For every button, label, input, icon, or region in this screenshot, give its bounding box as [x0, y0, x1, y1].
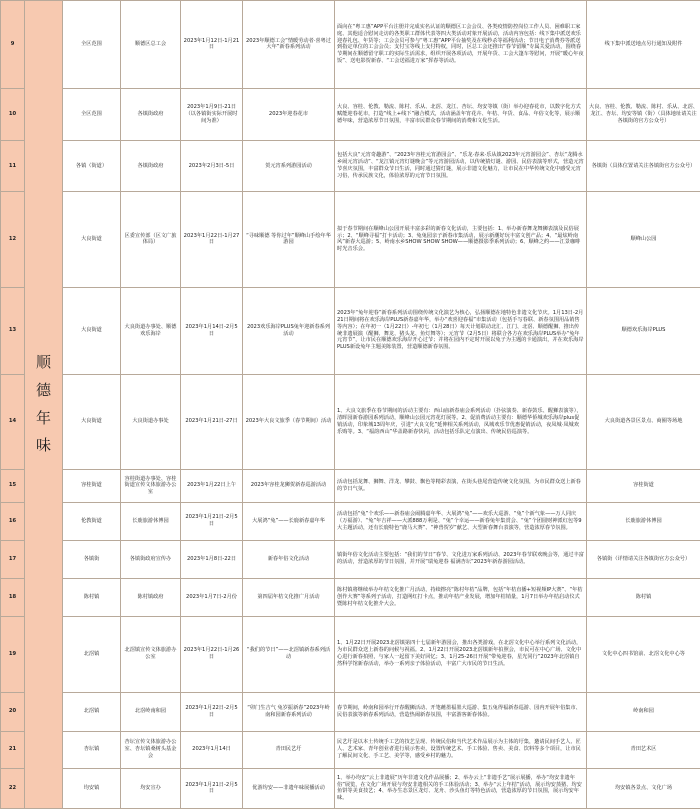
area-cell	[63, 502, 121, 540]
venue-cell-text: 容桂街道	[633, 482, 654, 489]
activity-name-cell	[243, 374, 335, 470]
time-cell-text: 2023年1月21日-27日	[185, 418, 238, 425]
activity-table-body	[1, 1, 700, 809]
table-row	[1, 374, 700, 470]
activity-name-cell-text: 2023年大良文旅季（春节期间）活动	[245, 418, 332, 425]
area-cell-text: 北滘镇	[83, 708, 100, 715]
description-cell	[335, 374, 587, 470]
table-row	[1, 141, 700, 192]
region-char: 顺	[35, 353, 51, 371]
organizer-cell	[121, 768, 181, 808]
row-number: 22	[1, 768, 25, 808]
area-cell	[63, 578, 121, 616]
time-cell	[181, 540, 243, 578]
activity-name-cell-text: 2023年顺德工会“情暖劳动者·喜粤过大年”新春系列活动	[246, 37, 331, 51]
area-cell	[63, 616, 121, 692]
area-cell	[63, 470, 121, 503]
region-char: 德	[35, 380, 51, 399]
description-cell	[335, 88, 587, 140]
activity-name-cell	[243, 502, 335, 540]
area-cell-text: 均安镇	[83, 784, 100, 791]
venue-cell	[587, 141, 700, 192]
table-row	[1, 540, 700, 578]
activity-name-cell-text: “寻味顺德 等你过年”顺峰山手绘年华游园	[246, 232, 331, 246]
region-label	[25, 1, 63, 809]
organizer-cell-text: 陈村镇政府	[137, 593, 164, 600]
time-cell	[181, 616, 243, 692]
organizer-cell-text: 大良街道办事处	[132, 418, 169, 425]
activity-name-cell-text: 2023年迎春花市	[268, 111, 309, 118]
organizer-cell	[121, 192, 181, 288]
area-cell	[63, 192, 121, 288]
organizer-cell-text: 长鹿旅游休博园	[132, 517, 169, 524]
organizer-cell	[121, 578, 181, 616]
organizer-cell-text: 容桂街道办事处、容桂街道宣传文体旅游办公室	[124, 475, 177, 496]
venue-cell-text: 各镇街（详情请关注各镇街官方公众号）	[596, 555, 691, 562]
activity-name-cell-text: “卯门生吉气 兔岁振新春”2023年岭南和园新春系列活动	[247, 704, 330, 718]
area-cell	[63, 287, 121, 374]
description-cell-text: 春节期间，岭南和园举行开春醒狮活动、开笔蘸墨福墨大巡游、集五兔得福新春巡游、园内开展年俗集市、民俗表演等新春系列活动，营造热闹新春氛围，丰富游客新春体验。	[337, 704, 581, 718]
venue-cell-text: 大良街道各景区景点、商圈等场地	[604, 418, 683, 425]
row-number: 19	[1, 616, 25, 692]
area-cell-text: 容桂街道	[81, 482, 102, 489]
venue-cell-text: 大良、容桂、伦教、勒流、陈村、乐从、北滘、龙江、杏坛、均安等镇（街）（具体地址请关注各镇街的官方公众号）	[589, 104, 698, 124]
row-number: 12	[1, 192, 25, 288]
region-char: 味	[35, 436, 51, 455]
area-cell-text: 伦教街道	[81, 517, 102, 524]
row-number: 15	[1, 470, 25, 503]
table-row	[1, 768, 700, 808]
time-cell	[181, 692, 243, 731]
description-cell-text: 拟于春节期间在顺峰山公园开展丰富多彩的新春文化活动，主要包括：1、举办新春舞龙舞狮表演及民俗展示；2、“顺峰寻福”打卡活动；3、兔兔园亲子新春市集活动，展示新潮好玩丰富文创产品；4、“最炫岭南风”新春大巡游；5、岭南水乡SHOW SHOW SHOW——顺德摄影季系列活动；6、顺峰之约——江景咖啡时光音乐会。	[337, 225, 581, 253]
description-cell-text: 大良、容桂、伦教、勒流、陈村、乐从、北滘、龙江、杏坛、均安等镇（街）举办迎春花市，以数字化方式赋能迎春花市，打造“线上+线下”融合模式，活动涵盖年宵花卉、年桔、年货、食品、年俗文化等，展示顺德年味，营造浓厚节日氛围，丰富市民群众春节期间的消费和文化生活。	[337, 104, 581, 124]
venue-cell	[587, 1, 700, 89]
description-cell	[335, 141, 587, 192]
row-number: 16	[1, 502, 25, 540]
venue-cell-text: 文化中心四书馆前、北滘文化中心等	[601, 650, 685, 657]
description-cell	[335, 731, 587, 768]
time-cell-text: 2023年1月21日-2月5日	[185, 514, 238, 528]
venue-cell	[587, 768, 700, 808]
organizer-cell	[121, 374, 181, 470]
time-cell-text: 2023年2月3日-5日	[188, 162, 235, 169]
activity-name-cell	[243, 616, 335, 692]
table-row	[1, 88, 700, 140]
time-cell-text: 2023年1月22日-2月5日	[185, 704, 238, 718]
time-cell-text: 2023年1月9日-21日（以各镇街实际开展时间为准）	[185, 104, 238, 124]
area-cell-text: 北滘镇	[83, 650, 100, 657]
time-cell-text: 2023年1月22日-1月27日	[183, 232, 240, 246]
organizer-cell	[121, 88, 181, 140]
time-cell	[181, 578, 243, 616]
activity-name-cell-text: 青田民艺圩	[275, 746, 302, 753]
description-cell-text: 陈村镇将继续举办年桔文化推广月活动，持续擦亮“陈村年桔”品牌，包括“年桔直播+短视频IP大赛”、“年桔创作大赛”等系列子活动，打造网红打卡点，推动年桔产业发展，增加年桔销量，1月7日举办年桔启动仪式暨陈村年桔文化推介大会。	[337, 586, 583, 607]
venue-cell	[587, 692, 700, 731]
venue-cell-text: 顺德欢乐海岸PLUS	[621, 327, 666, 334]
activity-name-cell	[243, 731, 335, 768]
table-row	[1, 502, 700, 540]
activity-name-cell	[243, 287, 335, 374]
time-cell-text: 2023年1月22日上午	[186, 482, 237, 489]
venue-cell-text: 岭南和园	[633, 708, 654, 715]
description-cell-text: 1、大良文旅季在春节期间的活动主要有：西山庙新春庙会系列活动（扑弦演奏、新春鼓乐、醒狮表演等），清晖园新春游园系列活动，顺峰山公园元宵花灯展等。2、促消费活动主要有：顺德华侨城欢乐海岸plus促销活动，印象城13周年庆，引进“大良文化”延伸相关系列活动，凤城欢乐节优惠促销活动，夜凤城·凤城欢乐购等。3、“福韵西山”华盖路新春快闪，活动包括乐队定点演出、传统民俗巡演等。	[337, 408, 582, 435]
description-cell-text: 面向在“粤工惠”APP平台注册并完成实名认证的顺德区工会会员、各类疫情防控岗位工作人员、困难职工家庭、其他适合慰问走访的各类职工群体代表等四大类活动对象开展活动，活动内容包括：线下集中派送欢乐迎春礼包、年货等；工会会员可参与“粤工惠”APP平台抽奖及在线秒杀等福利活动；节日电子消费券等派送到指定单位的工会会员；支付宝等线上支付特权，同时，区总工会还推出“春节留顺”专属关爱活动，围绕春节期间在顺德留守职工的实际生活需求，组织开展各项活动，开展年货、工会大篷车等慰问，开展“暖心年夜饭”、送电影贺新春、“工会送福进万家”挥春等活动。	[337, 23, 584, 65]
time-cell-text: 2023年1月14日	[192, 746, 231, 753]
row-number: 21	[1, 731, 25, 768]
venue-cell	[587, 502, 700, 540]
row-number: 13	[1, 287, 25, 374]
organizer-cell	[121, 540, 181, 578]
area-cell	[63, 141, 121, 192]
activity-name-cell	[243, 692, 335, 731]
organizer-cell-text: 顺德区总工会	[134, 41, 167, 48]
venue-cell	[587, 540, 700, 578]
venue-cell-text: 顺峰山公园	[630, 235, 657, 242]
area-cell-text: 各镇（街道）	[75, 162, 108, 169]
description-cell	[335, 540, 587, 578]
time-cell	[181, 470, 243, 503]
table-row	[1, 1, 700, 89]
description-cell	[335, 578, 587, 616]
area-cell	[63, 731, 121, 768]
time-cell	[181, 88, 243, 140]
table-row	[1, 731, 700, 768]
organizer-cell	[121, 1, 181, 89]
row-number: 20	[1, 692, 25, 731]
row-number: 14	[1, 374, 25, 470]
description-cell	[335, 616, 587, 692]
time-cell	[181, 287, 243, 374]
time-cell-text: 2023年1月14日-2月5日	[185, 323, 238, 337]
description-cell-text: 1、举办均安“云上非遗展”历年非遗文化作品展播；2、举办云上“非遗手艺”展示展播，举办“均安非遗年俗”展览，在文化广场开展与均安非遗相关的手工体验活动；3、举办“云上年桔”活动，展示均安蒸猪、均安鱼饼等美食技艺；4、举办生态景区龙灯、龙舟、沙头鱼灯等特色活动，营造浓厚的节日氛围，展示均安年味。	[337, 774, 582, 802]
table-row	[1, 578, 700, 616]
time-cell-text: 2023年1月22日-1月26日	[183, 647, 240, 661]
venue-cell	[587, 88, 700, 140]
activity-name-cell	[243, 768, 335, 808]
description-cell	[335, 768, 587, 808]
venue-cell	[587, 374, 700, 470]
activity-name-cell	[243, 540, 335, 578]
row-number: 18	[1, 578, 25, 616]
activity-name-cell-text: “我们的节日”——北滘镇新春系列活动	[246, 647, 331, 661]
time-cell-text: 2023年1月12日-1月21日	[183, 37, 240, 51]
activity-name-cell-text: 优游均安——非遗年味展播活动	[252, 784, 325, 791]
description-cell-text: 活动包括龙舞、狮舞、洋龙、攀鼓、飘色等精彩表演，在街头巷尾营造传统文化氛围，为市民群众送上新春的节日气氛。	[337, 479, 581, 492]
activity-name-cell	[243, 1, 335, 89]
description-cell-text: 包括大良“元宵奇趣游”、“2023年容桂元宵游园会”、“乐龙·春来·乐从镇2023年元宵游园会”、杏坛“龙腾水乡闹元宵活动”、“龙江镇元宵灯谜晚会”等元宵游园活动，以传统猜灯谜、游园、民俗表演等形式，营造元宵节喜庆氛围，丰富群众节日生活，同时通过猜灯谜，展示非遗文化魅力，让市民在中华传统文化中感受元宵习俗，传承民族文化，体验浓厚的元宵节日氛围。	[337, 152, 584, 179]
organizer-cell	[121, 287, 181, 374]
activity-name-cell-text: 大展鸿“兔”——长鹿新春嘉年华	[252, 517, 325, 524]
venue-cell	[587, 578, 700, 616]
activity-name-cell	[243, 470, 335, 503]
description-cell	[335, 470, 587, 503]
table-row	[1, 470, 700, 503]
description-cell-text: 活动包括“兔”个欢乐——新春庙会闹腾嘉年华、大展鸿“兔”——欢乐大巡游、“兔”个新气象——万人同庆（万福游）、“兔”年吉祥——大派888万利是、“兔”个幸运——新春兔年集赏会、“兔”个团圆财神派红包等9大主题活动，还有长鹿特色“鹿马大赛”、“神兽贺岁”献艺、大型新春舞台表演等，营造浓厚春节氛围。	[337, 510, 582, 531]
area-cell	[63, 88, 121, 140]
organizer-cell-text: 区委宣传部（区文广旅体局）	[124, 232, 177, 246]
organizer-cell-text: 各镇街政府	[137, 111, 164, 118]
area-cell-text: 全区范围	[81, 41, 102, 48]
area-cell-text: 杏坛镇	[83, 746, 100, 753]
venue-cell	[587, 616, 700, 692]
venue-cell	[587, 287, 700, 374]
table-row	[1, 616, 700, 692]
description-cell-text: 1、1月22日开展2023北滘镇第四十七届新年游园会，推出各类游戏，在北滘文化中心举行系列文化活动，为市民群众送上新春的问候与祝福。2、1月22日开展2023北滘镇新年拍照会，市民可在中心广场、文化中心进行新春拍照，与家人一起留下美好回忆；3、1月25-26日开展“带兔迎春，星光同行”2023年北滘镇自然科学馆新春活动，举办一系列亲子体验活动，丰富广大市民的节日生活。	[337, 640, 582, 668]
description-cell-text: 2023年“兔年迎春”新春系列活动围绕传统文化演艺为核心，弘扬顺德在地特色非遗文化节庆。1月13日-2月21日期间将在欢乐海岸PLUS新春嘉年华，举办“欢喜迎春福”市集活动（包括手写春联、新春氛围用品销售等内容）；在年初一（1月22日）-年初七（1月28日）每天计划联动北汇、江门、北滘、顺德醒狮、推出传统非遗展演（醒狮、舞龙、猪头龙、鱼灯舞等）；元宵节（2月5日）将联合各方在欢乐海岸PLUS举办“兔年元宵节”，让市民在顺德欢乐海岸开心过节；并将在园内不定时开展以兔子为主题的卡通演出，并在欢乐海岸PLUS新设兔年主题美陈装置，营造顺德新春氛围。	[337, 310, 584, 351]
organizer-cell-text: 北滘岭南和园	[134, 708, 167, 715]
area-cell	[63, 692, 121, 731]
time-cell	[181, 141, 243, 192]
venue-cell	[587, 470, 700, 503]
organizer-cell	[121, 731, 181, 768]
organizer-cell-text: 北滘镇宣传文体旅游办公室	[124, 647, 177, 661]
time-cell	[181, 374, 243, 470]
area-cell	[63, 374, 121, 470]
organizer-cell	[121, 470, 181, 503]
area-cell	[63, 540, 121, 578]
organizer-cell	[121, 692, 181, 731]
venue-cell-text: 青田艺术区	[630, 746, 657, 753]
area-cell-text: 大良街道	[81, 418, 102, 425]
activity-name-cell-text: 贺元宵系列游园活动	[265, 162, 312, 169]
area-cell-text: 各镇街	[83, 555, 100, 562]
description-cell	[335, 192, 587, 288]
organizer-cell	[121, 616, 181, 692]
organizer-cell-text: 各镇街政府宣传办	[129, 555, 172, 562]
area-cell-text: 大良街道	[81, 327, 102, 334]
activity-name-cell-text: 新春年俗文化活动	[267, 555, 310, 562]
area-cell	[63, 1, 121, 89]
description-cell	[335, 287, 587, 374]
time-cell-text: 2023年1月8日-22日	[186, 555, 237, 562]
activity-name-cell	[243, 88, 335, 140]
venue-cell	[587, 192, 700, 288]
row-number: 9	[1, 1, 25, 89]
row-number: 10	[1, 88, 25, 140]
activity-name-cell-text: 2023欢乐海岸PLUS兔年迎新春系列活动	[246, 323, 331, 337]
activity-name-cell-text: 第四届年桔文化推广月活动	[257, 593, 320, 600]
organizer-cell-text: 均安宣办	[140, 784, 161, 791]
description-cell	[335, 1, 587, 89]
activity-name-cell	[243, 141, 335, 192]
organizer-cell-text: 杏坛宣传文体旅游办公室、杏坛镇桑树头基金会	[124, 739, 177, 760]
area-cell-text: 陈村镇	[83, 593, 100, 600]
venue-cell-text: 均安镇各景点、文化广场	[614, 784, 673, 791]
venue-cell	[587, 731, 700, 768]
time-cell	[181, 502, 243, 540]
table-row	[1, 287, 700, 374]
organizer-cell	[121, 141, 181, 192]
table-row	[1, 692, 700, 731]
description-cell	[335, 502, 587, 540]
row-number: 11	[1, 141, 25, 192]
venue-cell-text: 长鹿旅游休博园	[625, 517, 662, 524]
activity-name-cell	[243, 578, 335, 616]
venue-cell-text: 线下集中派送地点另行通知及附件	[604, 41, 683, 48]
time-cell-text: 2023年1月21日-2月5日	[185, 781, 238, 795]
description-cell	[335, 692, 587, 731]
time-cell	[181, 1, 243, 89]
table-row	[1, 192, 700, 288]
activity-name-cell	[243, 192, 335, 288]
venue-cell-text: 各镇街（具体位置请关注各镇街官方公众号）	[591, 162, 696, 169]
area-cell-text: 大良街道	[81, 235, 102, 242]
region-char: 年	[35, 408, 51, 427]
row-number: 17	[1, 540, 25, 578]
organizer-cell	[121, 502, 181, 540]
time-cell	[181, 731, 243, 768]
area-cell-text: 全区范围	[81, 111, 102, 118]
organizer-cell-text: 大良街道办事处、顺德欢乐海岸	[124, 323, 177, 337]
description-cell-text: 镇街年俗文化活动主要包括：“我们的节日”春节、文化进万家系列活动、2023年春节联欢晚会等，通过丰富的活动，营造浓厚的节日氛围，并开展“瑞兔迎春 福满杏坛”2023年新春游园活动。	[337, 552, 584, 566]
time-cell-text: 2023年1月7日-2月份	[186, 593, 237, 600]
time-cell	[181, 768, 243, 808]
venue-cell-text: 陈村镇	[635, 593, 652, 600]
activity-name-cell-text: 2023年容桂龙狮贺新春巡游活动	[250, 482, 327, 489]
organizer-cell-text: 各镇街政府	[137, 162, 164, 169]
description-cell-text: 民艺圩是以本土传统手工艺的技艺呈现、传统民俗和当代艺术作品展示为主体的圩集，邀请民间手艺人、匠人、艺术家、青年创业者进行展示售卖，设置传统艺术、手工体验、售卖、美食、饮料等多个项目，让市民了解民间文化、手工艺、美学等，感受乡村的魅力。	[337, 739, 581, 760]
area-cell	[63, 768, 121, 808]
time-cell	[181, 192, 243, 288]
